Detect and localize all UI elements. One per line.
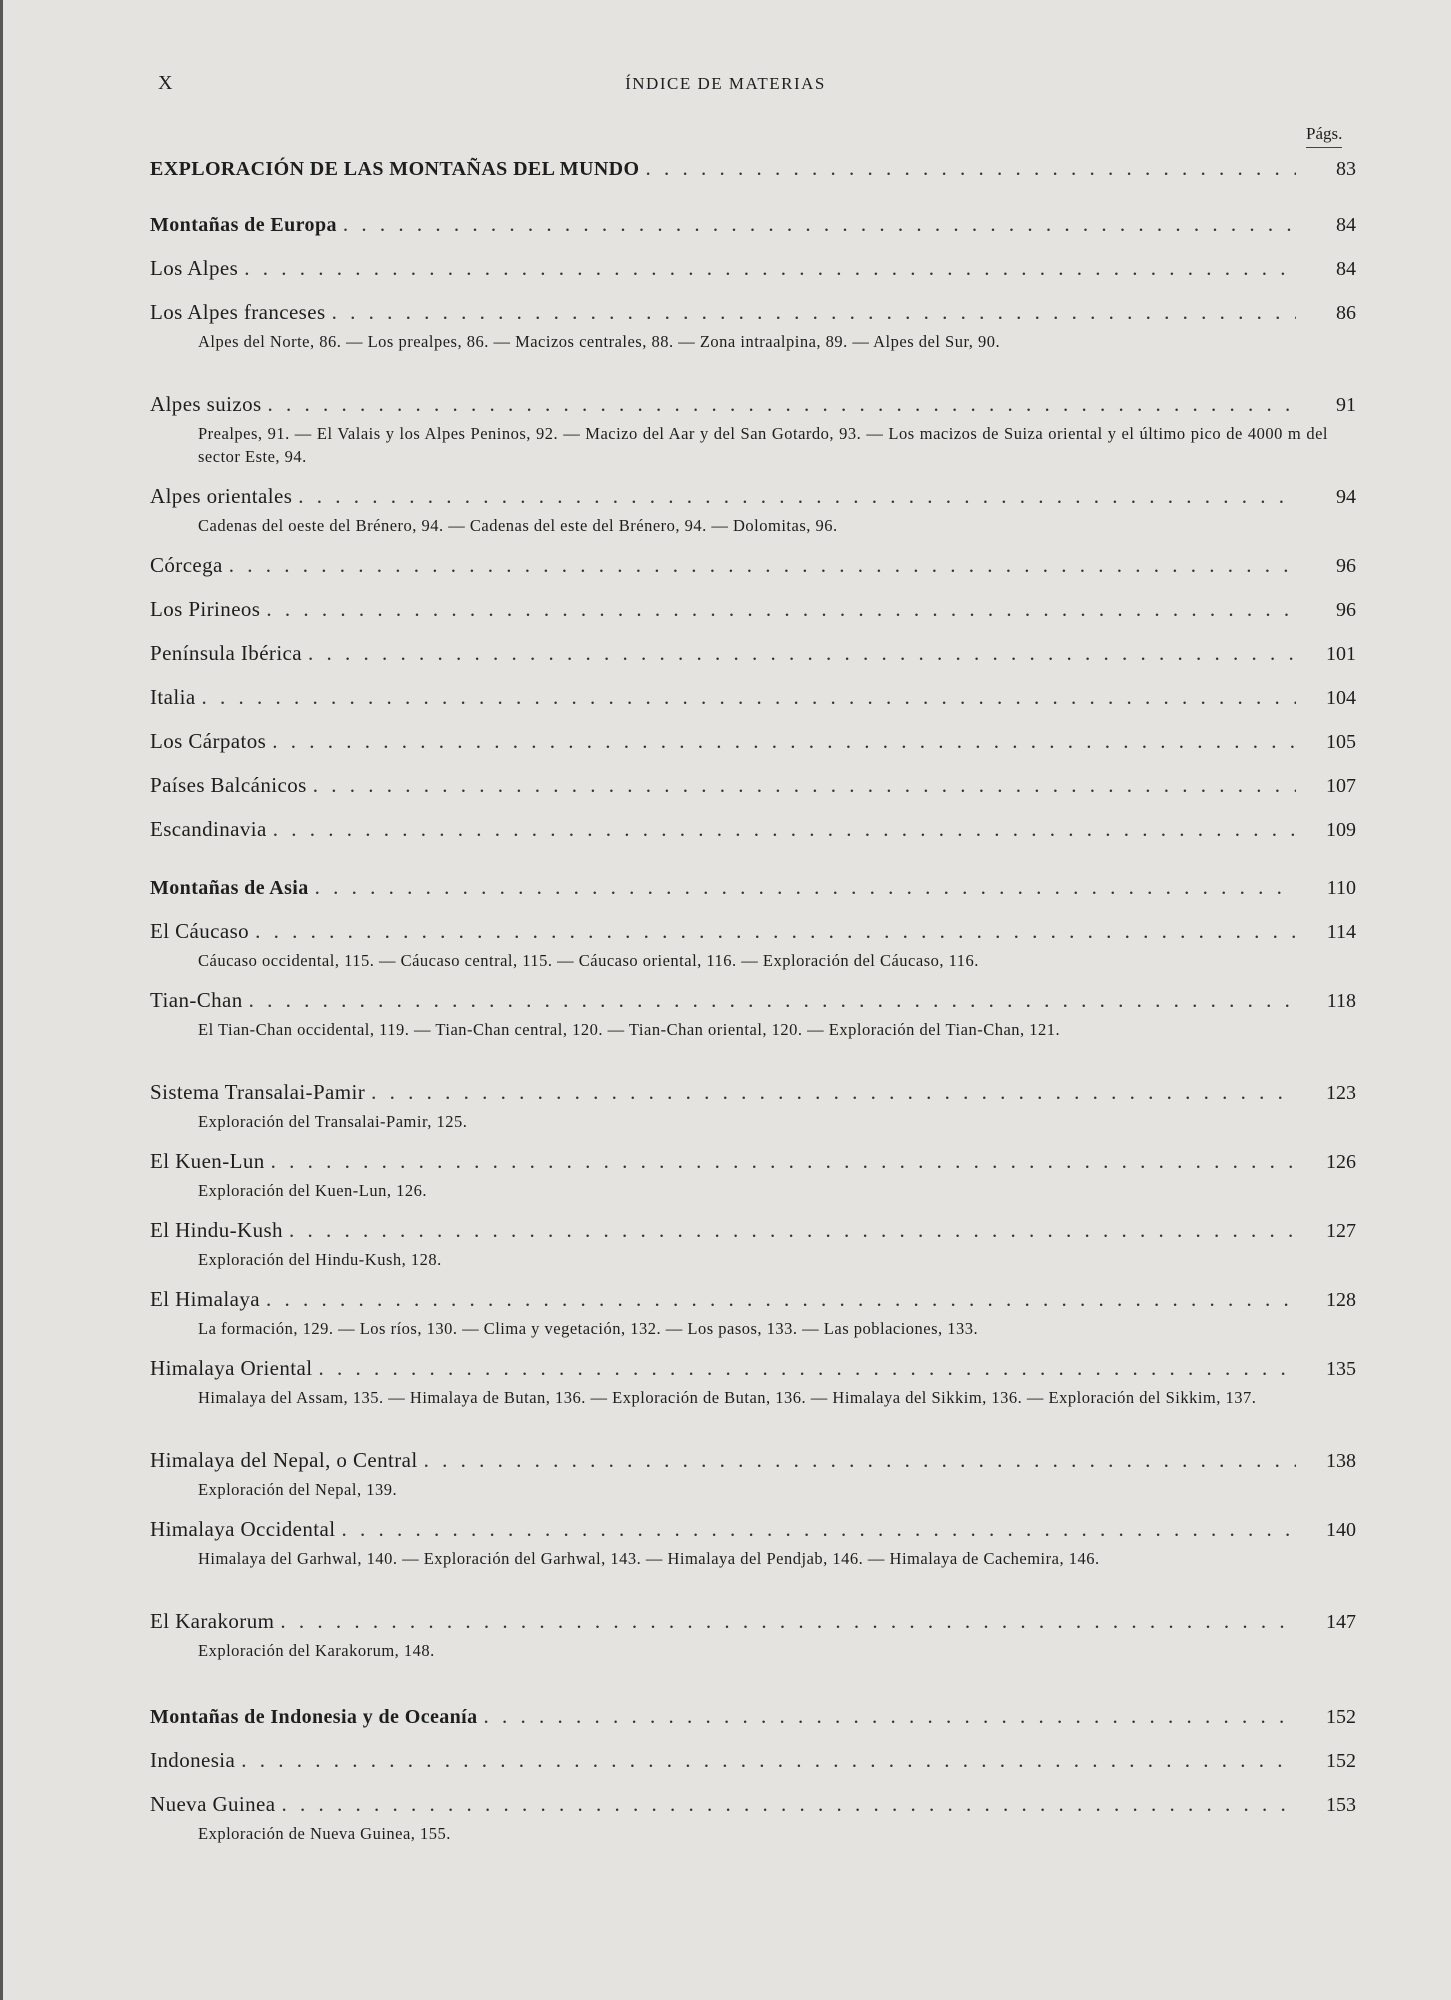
toc-entry-title: Montañas de Europa	[150, 214, 337, 236]
toc-entry-title: EXPLORACIÓN DE LAS MONTAÑAS DEL MUNDO	[150, 158, 640, 180]
toc-section[interactable]	[150, 156, 1356, 200]
dot-leader	[298, 484, 1296, 509]
dot-leader	[255, 919, 1296, 944]
toc-entry[interactable]	[150, 256, 1356, 300]
toc-entry-title: Península Ibérica	[150, 641, 302, 665]
dot-leader	[341, 1517, 1296, 1542]
dot-leader	[319, 1356, 1297, 1381]
dot-leader	[266, 597, 1296, 622]
toc-page-number: 127	[1326, 1220, 1356, 1242]
toc-entry-title: Montañas de Asia	[150, 877, 309, 899]
toc-entry[interactable]	[150, 641, 1356, 685]
dot-leader	[645, 156, 1296, 181]
toc-entry-line	[150, 156, 1356, 188]
toc-page-number: 147	[1326, 1611, 1356, 1633]
toc-page-number: 83	[1336, 158, 1356, 180]
dot-leader	[244, 256, 1296, 281]
toc-subtopics: La formación, 129. — Los ríos, 130. — Clima y vegetación, 132. — Los pasos, 133. — Las poblaciones, 133.	[198, 1319, 979, 1338]
toc-entry-line	[150, 553, 1356, 585]
toc-entry-line	[150, 1080, 1356, 1112]
toc-page-number: 109	[1326, 819, 1356, 841]
dot-leader	[332, 300, 1296, 325]
toc-entry-line	[150, 1287, 1356, 1319]
toc-entry-title: El Kuen-Lun	[150, 1149, 265, 1173]
toc-entry-line	[150, 773, 1356, 805]
running-header	[0, 72, 1451, 102]
group-spacer	[150, 200, 1356, 212]
dot-leader	[343, 212, 1296, 237]
toc-page-number: 91	[1336, 394, 1356, 416]
toc-subtopics: Himalaya del Garhwal, 140. — Exploración del Garhwal, 143. — Himalaya del Pendjab, 146. — Himalaya de Cachemira, 146.	[198, 1549, 1100, 1568]
toc-entry[interactable]	[150, 988, 1356, 1080]
toc-entry-title: Los Cárpatos	[150, 729, 267, 753]
dot-leader	[280, 1609, 1296, 1634]
toc-page-number: 114	[1326, 921, 1356, 943]
toc-subtopics: Alpes del Norte, 86. — Los prealpes, 86. — Macizos centrales, 88. — Zona intraalpina, 89. — Alpes del Sur, 90.	[198, 332, 1001, 351]
toc-entry[interactable]	[150, 1448, 1356, 1517]
toc-entry-line	[150, 919, 1356, 951]
dot-leader	[282, 1792, 1297, 1817]
dot-leader	[241, 1748, 1296, 1773]
pages-column-label: Págs.	[1306, 124, 1342, 148]
toc-entry-line	[150, 1609, 1356, 1641]
toc-subtopics: Exploración del Karakorum, 148.	[198, 1641, 435, 1660]
toc-entry-title: Himalaya Oriental	[150, 1356, 313, 1380]
toc-entry-title: Córcega	[150, 553, 223, 577]
toc-subtopics: Cadenas del oeste del Brénero, 94. — Cadenas del este del Brénero, 94. — Dolomitas, 96.	[198, 516, 838, 535]
toc-subtopics: Exploración de Nueva Guinea, 155.	[198, 1824, 451, 1843]
toc-entry[interactable]	[150, 1517, 1356, 1609]
toc-entry-line	[150, 1218, 1356, 1250]
dot-leader	[371, 1080, 1296, 1105]
toc-subtopics: Cáucaso occidental, 115. — Cáucaso central, 115. — Cáucaso oriental, 116. — Exploración del Cáucaso, 116.	[198, 951, 979, 970]
group-spacer	[150, 861, 1356, 875]
toc-entry-title: Países Balcánicos	[150, 773, 307, 797]
toc-entry[interactable]	[150, 597, 1356, 641]
toc-entry-line	[150, 1448, 1356, 1480]
toc-page-number: 94	[1336, 486, 1356, 508]
toc-entry-title: El Karakorum	[150, 1609, 275, 1633]
toc-page-number: 128	[1326, 1289, 1356, 1311]
toc-entry-line	[150, 641, 1356, 673]
toc-entry[interactable]	[150, 685, 1356, 729]
toc-page-number: 152	[1326, 1706, 1356, 1728]
toc-entry-line	[150, 1748, 1356, 1780]
dot-leader	[289, 1218, 1296, 1243]
toc-section[interactable]	[150, 1704, 1356, 1748]
dot-leader	[315, 875, 1296, 900]
toc-entry-title: Alpes orientales	[150, 484, 293, 508]
toc-subtopics: Himalaya del Assam, 135. — Himalaya de Butan, 136. — Exploración de Butan, 136. — Himalaya del Sikkim, 136. — Exploración del Sikkim, 137.	[198, 1388, 1257, 1407]
toc-page-number: 135	[1326, 1358, 1356, 1380]
toc-entry-line	[150, 988, 1356, 1020]
toc-entry-title: Nueva Guinea	[150, 1792, 276, 1816]
table-of-contents	[150, 156, 1356, 1861]
dot-leader	[273, 817, 1296, 842]
toc-page-number: 138	[1326, 1450, 1356, 1472]
toc-page-number: 101	[1326, 643, 1356, 665]
toc-entry-title: El Cáucaso	[150, 919, 250, 943]
toc-entry-title: Sistema Transalai-Pamir	[150, 1080, 366, 1104]
toc-entry-title: Los Alpes franceses	[150, 300, 326, 324]
page-edge-shadow	[0, 0, 3, 2000]
toc-entry[interactable]	[150, 817, 1356, 861]
toc-entry-title: Indonesia	[150, 1748, 236, 1772]
toc-entry-title: Himalaya del Nepal, o Central	[150, 1448, 418, 1472]
toc-entry-title: Montañas de Indonesia y de Oceanía	[150, 1706, 478, 1728]
dot-leader	[308, 641, 1296, 666]
toc-entry-title: Escandinavia	[150, 817, 267, 841]
dot-leader	[202, 685, 1296, 710]
toc-entry[interactable]	[150, 919, 1356, 988]
toc-page-number: 84	[1336, 258, 1356, 280]
toc-entry-line	[150, 685, 1356, 717]
toc-entry-line	[150, 1356, 1356, 1388]
toc-page-number: 152	[1326, 1750, 1356, 1772]
toc-page-number: 105	[1326, 731, 1356, 753]
toc-entry-title: Los Pirineos	[150, 597, 261, 621]
toc-page-number: 110	[1326, 877, 1356, 899]
toc-entry-line	[150, 875, 1356, 907]
running-title: ÍNDICE DE MATERIAS	[625, 74, 826, 93]
toc-entry-line	[150, 597, 1356, 629]
toc-entry-title: Alpes suizos	[150, 392, 262, 416]
dot-leader	[268, 392, 1296, 417]
group-spacer	[150, 1678, 1356, 1704]
dot-leader	[249, 988, 1296, 1013]
toc-entry-line	[150, 817, 1356, 849]
toc-page-number: 107	[1326, 775, 1356, 797]
toc-entry[interactable]	[150, 729, 1356, 773]
dot-leader	[484, 1704, 1296, 1729]
toc-entry[interactable]	[150, 484, 1356, 553]
toc-subtopics: Exploración del Transalai-Pamir, 125.	[198, 1112, 468, 1131]
toc-entry[interactable]	[150, 1748, 1356, 1792]
toc-entry-line	[150, 256, 1356, 288]
toc-entry-line	[150, 1149, 1356, 1181]
toc-subtopics: El Tian-Chan occidental, 119. — Tian-Chan central, 120. — Tian-Chan oriental, 120. — Exploración del Tian-Chan, 121.	[198, 1020, 1061, 1039]
toc-entry-line	[150, 212, 1356, 244]
toc-entry-title: Tian-Chan	[150, 988, 243, 1012]
toc-entry-line	[150, 484, 1356, 516]
toc-section[interactable]	[150, 875, 1356, 919]
toc-entry-line	[150, 1517, 1356, 1549]
dot-leader	[266, 1287, 1296, 1312]
toc-entry[interactable]	[150, 1149, 1356, 1218]
toc-entry[interactable]	[150, 1287, 1356, 1356]
toc-entry-title: Italia	[150, 685, 196, 709]
toc-entry-title: Himalaya Occidental	[150, 1517, 336, 1541]
toc-entry[interactable]	[150, 1609, 1356, 1678]
dot-leader	[271, 1149, 1296, 1174]
toc-entry[interactable]	[150, 392, 1356, 484]
toc-entry[interactable]	[150, 1792, 1356, 1861]
toc-entry[interactable]	[150, 1080, 1356, 1149]
toc-page-number: 84	[1336, 214, 1356, 236]
toc-entry-line	[150, 392, 1356, 424]
toc-subtopics: Exploración del Nepal, 139.	[198, 1480, 398, 1499]
toc-page-number: 153	[1326, 1794, 1356, 1816]
toc-subtopics: Prealpes, 91. — El Valais y los Alpes Peninos, 92. — Macizo del Aar y del San Gotardo, 93. — Los macizos de Suiza oriental y el último pico de 4000 m del sector Este, 94.	[198, 424, 1328, 466]
toc-entry[interactable]	[150, 1356, 1356, 1448]
toc-entry-line	[150, 729, 1356, 761]
toc-entry-title: El Himalaya	[150, 1287, 260, 1311]
toc-page-number: 96	[1336, 599, 1356, 621]
toc-page-number: 118	[1326, 990, 1356, 1012]
toc-subtopics: Exploración del Hindu-Kush, 128.	[198, 1250, 442, 1269]
toc-page-number: 86	[1336, 302, 1356, 324]
toc-page-number: 140	[1326, 1519, 1356, 1541]
toc-page-number: 96	[1336, 555, 1356, 577]
toc-entry-title: Los Alpes	[150, 256, 239, 280]
toc-entry[interactable]	[150, 1218, 1356, 1287]
toc-section[interactable]	[150, 212, 1356, 256]
page-number: X	[158, 72, 174, 94]
toc-entry[interactable]	[150, 553, 1356, 597]
toc-entry-line	[150, 1792, 1356, 1824]
toc-subtopics: Exploración del Kuen-Lun, 126.	[198, 1181, 427, 1200]
toc-entry-line	[150, 1704, 1356, 1736]
dot-leader	[229, 553, 1296, 578]
toc-entry[interactable]	[150, 300, 1356, 392]
toc-page-number: 126	[1326, 1151, 1356, 1173]
toc-entry-line	[150, 300, 1356, 332]
dot-leader	[424, 1448, 1296, 1473]
toc-entry-title: El Hindu-Kush	[150, 1218, 283, 1242]
toc-page-number: 104	[1326, 687, 1356, 709]
toc-entry[interactable]	[150, 773, 1356, 817]
dot-leader	[313, 773, 1296, 798]
dot-leader	[272, 729, 1296, 754]
toc-page-number: 123	[1326, 1082, 1356, 1104]
